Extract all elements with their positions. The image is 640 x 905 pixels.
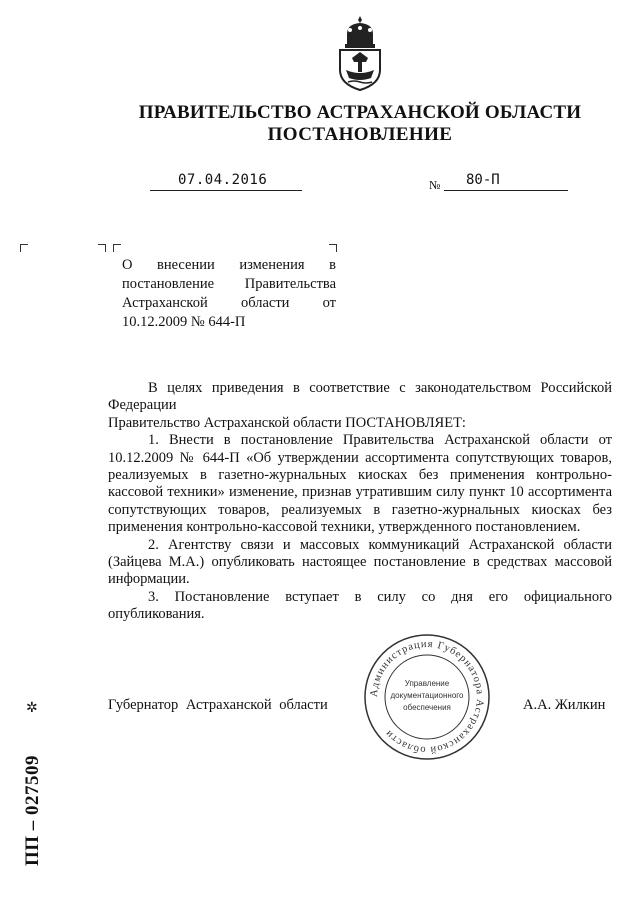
document-date: 07.04.2016	[178, 172, 268, 188]
signatory-name: А.А. Жилкин	[523, 697, 606, 713]
document-number: 80-П	[466, 172, 500, 188]
document-body	[108, 380, 612, 624]
document-subject: О внесении изменения в постановление Правительства Астраханской области от 10.12.2009 № 644-П	[122, 257, 336, 330]
stamp-line-2: документационного	[390, 691, 464, 700]
decree-paragraph: Правительство Астраханской области ПОСТАНОВЛЯЕТ:	[108, 414, 466, 431]
item-2-paragraph: 2. Агентству связи и массовых коммуникаций Астраханской области (Зайцева М.А.) опубликовать настоящее постановление в средствах массовой информации.	[108, 536, 612, 588]
margin-corner-mark	[20, 244, 28, 252]
star-mark-icon: ✲	[26, 700, 38, 716]
item-1-paragraph: 1. Внести в постановление Правительства Астраханской области от 10.12.2009 № 644-П «Об утверждении ассортимента сопутствующих товаров, реализуемых в газетно-журнальных киосках без применения контрольно-кассовой техники» изменение, признав утратившим силу пункт 10 ассортимента сопутствующих товаров, реализуемых в газетно-журнальных киосках без применения контрольно-кассовой техники, утвержденного постановлением.	[108, 432, 612, 536]
stamp-ring-text: Администрация Губернатора Астраханской области	[368, 638, 486, 756]
government-title: ПРАВИТЕЛЬСТВО АСТРАХАНСКОЙ ОБЛАСТИ	[138, 102, 582, 123]
side-document-code	[10, 716, 50, 866]
coat-of-arms-emblem	[334, 14, 386, 92]
official-stamp	[362, 632, 492, 762]
number-underline	[444, 176, 568, 191]
item-3-paragraph: 3. Постановление вступает в силу со дня его официального опубликования.	[108, 588, 612, 623]
stamp-line-1: Управление	[404, 679, 450, 688]
number-sign: №	[429, 178, 441, 192]
document-type-title: ПОСТАНОВЛЕНИЕ	[267, 124, 453, 145]
signatory-position: Губернатор Астраханской области	[108, 697, 328, 713]
subject-corner-mark	[113, 244, 121, 252]
stamp-line-3: обеспечения	[403, 703, 451, 712]
side-code-text: ПП – 027509	[22, 754, 43, 866]
subject-corner-mark	[329, 244, 337, 252]
margin-corner-mark	[98, 244, 106, 252]
preamble-paragraph: В целях приведения в соответствие с законодательством Российской Федерации	[108, 380, 612, 414]
